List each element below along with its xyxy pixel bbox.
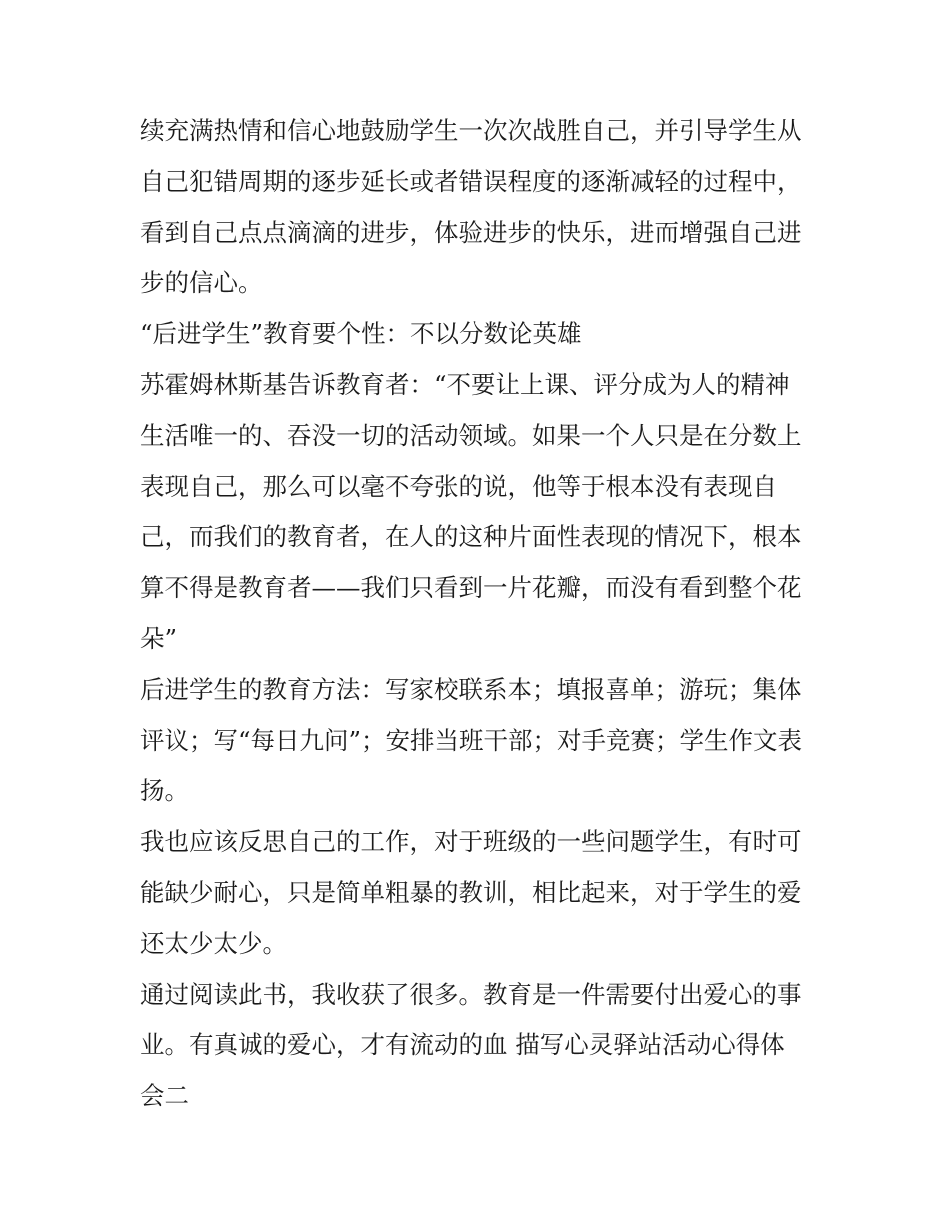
text-line: 生活唯一的、吞没一切的活动领域。如果一个人只是在分数上 xyxy=(140,420,802,450)
text-line: 后进学生的教育方法：写家校联系本；填报喜单；游玩；集体 xyxy=(140,674,802,704)
text-line: 步的信心。 xyxy=(140,268,263,298)
text-line: 己，而我们的教育者，在人的这种片面性表现的情况下，根本 xyxy=(140,522,802,552)
text-line: 评议；写“每日九问”；安排当班干部；对手竞赛；学生作文表 xyxy=(140,725,803,755)
text-line: 自己犯错周期的逐步延长或者错误程度的逐渐减轻的过程中， xyxy=(140,166,802,196)
section-heading: “后进学生”教育要个性：不以分数论英雄 xyxy=(140,319,582,349)
text-line: 还太少太少。 xyxy=(140,928,287,958)
text-line: 扬。 xyxy=(140,776,189,806)
text-line: 续充满热情和信心地鼓励学生一次次战胜自己，并引导学生从 xyxy=(140,116,802,145)
text-line: 会二 xyxy=(140,1081,189,1111)
text-line: 业。有真诚的爱心，才有流动的血 描写心灵驿站活动心得体 xyxy=(140,1030,785,1060)
text-line: 朵” xyxy=(140,623,178,653)
body-text xyxy=(140,106,820,1122)
text-line: 苏霍姆林斯基告诉教育者：“不要让上课、评分成为人的精神 xyxy=(140,369,790,399)
text-line: 我也应该反思自己的工作，对于班级的一些问题学生，有时可 xyxy=(140,827,802,857)
text-line: 表现自己，那么可以毫不夸张的说，他等于根本没有表现自 xyxy=(140,471,777,501)
text-line: 能缺少耐心，只是简单粗暴的教训，相比起来，对于学生的爱 xyxy=(140,877,802,907)
text-line: 算不得是教育者——我们只看到一片花瓣，而没有看到整个花 xyxy=(140,573,802,603)
text-line: 通过阅读此书，我收获了很多。教育是一件需要付出爱心的事 xyxy=(140,979,802,1009)
text-line: 看到自己点点滴滴的进步，体验进步的快乐，进而增强自己进 xyxy=(140,217,802,247)
